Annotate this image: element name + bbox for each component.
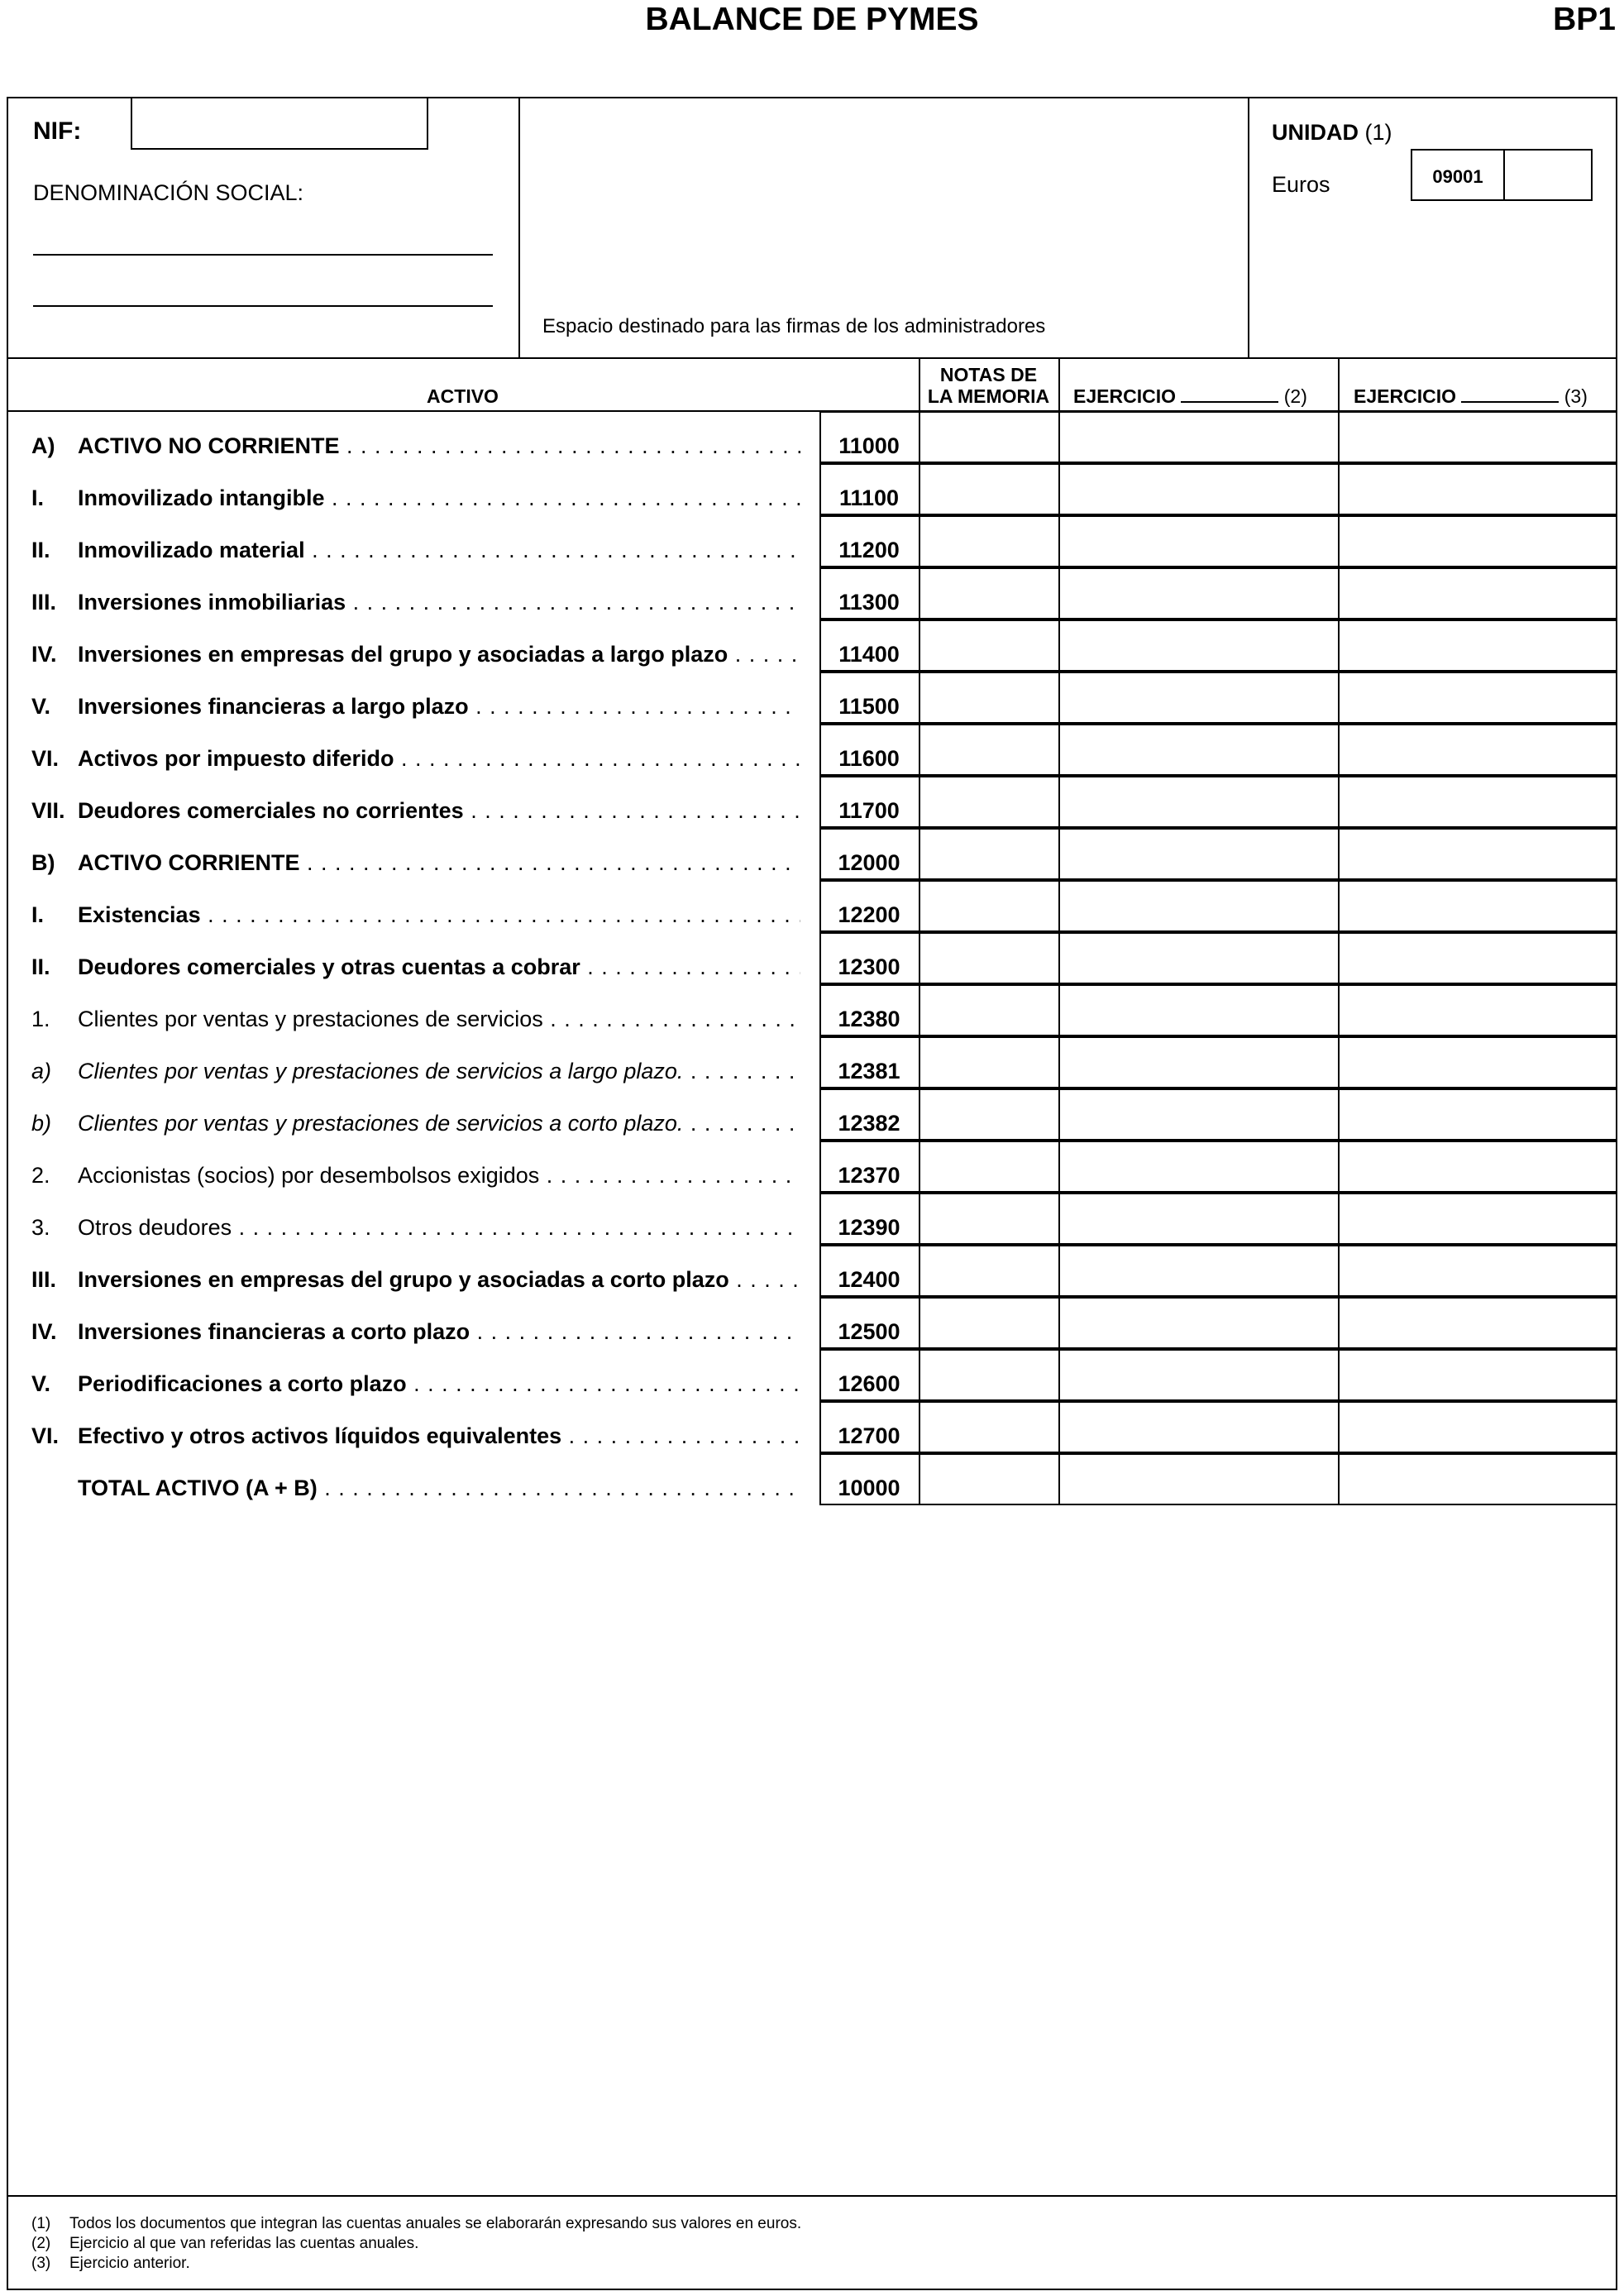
row-label-text: Inmovilizado material [78, 538, 305, 562]
ejercicio-current-header [1073, 385, 1307, 407]
table-row [0, 776, 1624, 828]
row-label [78, 1111, 800, 1136]
row-marker: II. [31, 538, 50, 562]
ejercicio-previous-cell[interactable] [1338, 776, 1617, 828]
row-marker: 3. [31, 1215, 50, 1240]
notas-cell[interactable] [919, 1088, 1060, 1141]
row-code: 12000 [838, 850, 900, 875]
ejercicio-current-cell[interactable] [1058, 1453, 1340, 1505]
table-row [0, 567, 1624, 619]
row-marker: VII. [31, 798, 65, 823]
notas-header-line-1: NOTAS DE [939, 364, 1038, 385]
ejercicio-previous-note: (3) [1564, 385, 1588, 407]
nif-label: NIF: [33, 117, 82, 145]
notas-cell[interactable] [919, 619, 1060, 672]
row-label [78, 1371, 800, 1396]
form-code: BP1 [1553, 2, 1616, 37]
footnote-text: Ejercicio al que van referidas las cuentas anuales. [69, 2235, 419, 2252]
ejercicio-previous-cell[interactable] [1338, 984, 1617, 1036]
row-marker: B) [31, 850, 55, 875]
row-marker: I. [31, 486, 45, 510]
row-label-text: Periodificaciones a corto plazo [78, 1371, 407, 1396]
row-label [78, 1059, 800, 1083]
table-row [0, 724, 1624, 776]
row-code: 12390 [838, 1215, 900, 1240]
notas-cell[interactable] [919, 1245, 1060, 1297]
row-label [78, 1423, 800, 1448]
row-code: 12700 [838, 1423, 900, 1448]
row-marker: V. [31, 694, 51, 719]
ejercicio-previous-cell[interactable] [1338, 1141, 1617, 1193]
ejercicio-current-label: EJERCICIO [1073, 385, 1176, 407]
row-marker: b) [31, 1111, 52, 1136]
denominacion-line-2[interactable] [33, 305, 493, 307]
row-code: 12600 [838, 1371, 900, 1396]
denominacion-line-1[interactable] [33, 254, 493, 256]
table-row [0, 1401, 1624, 1453]
row-code: 12200 [838, 902, 900, 927]
row-code: 12400 [838, 1267, 900, 1292]
table-row [0, 1036, 1624, 1088]
ejercicio-previous-cell[interactable] [1338, 1349, 1617, 1401]
ejercicio-current-cell[interactable] [1058, 776, 1340, 828]
ejercicio-previous-cell[interactable] [1338, 411, 1617, 463]
row-marker: a) [31, 1059, 52, 1083]
ejercicio-previous-cell[interactable] [1338, 1088, 1617, 1141]
divider [1338, 357, 1340, 410]
footnote-number: (3) [31, 2255, 51, 2272]
firmas-area[interactable] [519, 98, 1247, 355]
ejercicio-previous-cell[interactable] [1338, 1453, 1617, 1505]
row-label [78, 590, 800, 615]
nif-field[interactable] [131, 97, 428, 150]
row-label-text: Existencias [78, 902, 201, 927]
ejercicio-previous-cell[interactable] [1338, 672, 1617, 724]
row-code: 12500 [838, 1319, 900, 1344]
ejercicio-current-cell[interactable] [1058, 567, 1340, 619]
table-row [0, 984, 1624, 1036]
footnote-text: Ejercicio anterior. [69, 2255, 190, 2272]
ejercicio-previous-year-field[interactable] [1461, 386, 1559, 403]
row-label-text: Clientes por ventas y prestaciones de servicios [78, 1007, 543, 1031]
footnote [31, 2254, 190, 2274]
table-row [0, 672, 1624, 724]
row-marker: I. [31, 902, 45, 927]
ejercicio-previous-cell[interactable] [1338, 1401, 1617, 1453]
ejercicio-current-cell[interactable] [1058, 828, 1340, 880]
row-label-text: Inversiones inmobiliarias [78, 590, 346, 615]
row-label-text: Clientes por ventas y prestaciones de servicios a largo plazo. [78, 1059, 684, 1083]
row-label [78, 902, 800, 927]
ejercicio-current-year-field[interactable] [1181, 386, 1278, 403]
row-code: 11300 [838, 590, 900, 615]
row-marker: III. [31, 590, 57, 615]
row-code: 11600 [838, 746, 900, 771]
row-label [78, 954, 800, 979]
ejercicio-previous-cell[interactable] [1338, 880, 1617, 932]
ejercicio-previous-cell[interactable] [1338, 932, 1617, 984]
row-label-text: Efectivo y otros activos líquidos equivalentes [78, 1423, 562, 1448]
euros-label: Euros [1272, 172, 1330, 197]
row-label-text: Inversiones en empresas del grupo y asociadas a largo plazo [78, 642, 728, 667]
table-row [0, 1245, 1624, 1297]
row-code: 11700 [838, 798, 900, 823]
ejercicio-current-cell[interactable] [1058, 411, 1340, 463]
footnote [31, 2234, 418, 2254]
unidad-note: (1) [1364, 120, 1392, 145]
divider [1058, 357, 1060, 410]
ejercicio-current-cell[interactable] [1058, 1036, 1340, 1088]
table-row [0, 1297, 1624, 1349]
notas-cell[interactable] [919, 828, 1060, 880]
table-row [0, 619, 1624, 672]
divider [1248, 97, 1249, 358]
row-code: 12380 [838, 1007, 900, 1031]
row-label-text: Inversiones financieras a largo plazo [78, 694, 469, 719]
notas-cell[interactable] [919, 1193, 1060, 1245]
row-label [78, 850, 800, 875]
page-title: BALANCE DE PYMES [645, 2, 979, 37]
row-marker: IV. [31, 1319, 57, 1344]
notas-cell[interactable] [919, 932, 1060, 984]
ejercicio-current-cell[interactable] [1058, 880, 1340, 932]
row-label [78, 798, 800, 823]
notas-column-header [919, 364, 1058, 407]
row-label-text: ACTIVO CORRIENTE [78, 850, 300, 875]
table-row [0, 1141, 1624, 1193]
row-code: 11500 [838, 694, 900, 719]
row-marker: 1. [31, 1007, 50, 1031]
ejercicio-previous-header [1354, 385, 1588, 407]
row-code: 12300 [838, 954, 900, 979]
ejercicio-current-cell[interactable] [1058, 932, 1340, 984]
ejercicio-current-cell[interactable] [1058, 463, 1340, 515]
ejercicio-current-cell[interactable] [1058, 724, 1340, 776]
unit-code-extra-field[interactable] [1505, 151, 1591, 199]
row-label-text: Inmovilizado intangible [78, 486, 325, 510]
notas-cell[interactable] [919, 1349, 1060, 1401]
table-row [0, 411, 1624, 463]
row-label [78, 1215, 800, 1240]
ejercicio-previous-cell[interactable] [1338, 463, 1617, 515]
row-label [78, 538, 800, 562]
ejercicio-previous-cell[interactable] [1338, 1245, 1617, 1297]
ejercicio-previous-cell[interactable] [1338, 724, 1617, 776]
row-marker: II. [31, 954, 50, 979]
notas-cell[interactable] [919, 1453, 1060, 1505]
ejercicio-previous-cell[interactable] [1338, 619, 1617, 672]
ejercicio-current-cell[interactable] [1058, 672, 1340, 724]
ejercicio-previous-cell[interactable] [1338, 1193, 1617, 1245]
row-label-text: ACTIVO NO CORRIENTE [78, 433, 340, 458]
ejercicio-current-cell[interactable] [1058, 984, 1340, 1036]
divider [7, 357, 1617, 359]
row-label [78, 486, 800, 510]
row-label [78, 1163, 800, 1188]
row-label-text: Deudores comerciales y otras cuentas a cobrar [78, 954, 580, 979]
notas-cell[interactable] [919, 880, 1060, 932]
ejercicio-previous-cell[interactable] [1338, 828, 1617, 880]
unit-code: 09001 [1432, 166, 1483, 187]
row-label-text: Clientes por ventas y prestaciones de servicios a corto plazo. [78, 1111, 684, 1136]
row-label [78, 1476, 800, 1500]
firmas-label: Espacio destinado para las firmas de los administradores [542, 315, 1046, 337]
row-label-text: Deudores comerciales no corrientes [78, 798, 464, 823]
ejercicio-current-cell[interactable] [1058, 619, 1340, 672]
row-marker: 2. [31, 1163, 50, 1188]
notas-cell[interactable] [919, 776, 1060, 828]
footnote-number: (2) [31, 2235, 51, 2252]
footnote-number: (1) [31, 2215, 51, 2232]
unidad-title: UNIDAD [1272, 120, 1359, 145]
row-label [78, 1267, 800, 1292]
row-code: 12381 [838, 1059, 900, 1083]
ejercicio-current-cell[interactable] [1058, 1141, 1340, 1193]
ejercicio-current-cell[interactable] [1058, 1193, 1340, 1245]
row-label-text: Activos por impuesto diferido [78, 746, 394, 771]
table-row [0, 828, 1624, 880]
ejercicio-current-cell[interactable] [1058, 1349, 1340, 1401]
notas-cell[interactable] [919, 724, 1060, 776]
unit-code-box [1411, 149, 1593, 201]
table-row [0, 1088, 1624, 1141]
row-code: 11000 [838, 433, 900, 458]
ejercicio-previous-cell[interactable] [1338, 515, 1617, 567]
row-label [78, 1007, 800, 1031]
footnote [31, 2214, 801, 2234]
row-code: 12370 [838, 1163, 900, 1188]
row-label [78, 433, 800, 458]
ejercicio-current-cell[interactable] [1058, 1297, 1340, 1349]
ejercicio-previous-label: EJERCICIO [1354, 385, 1456, 407]
row-marker: V. [31, 1371, 51, 1396]
row-marker: A) [31, 433, 55, 458]
notas-cell[interactable] [919, 567, 1060, 619]
row-marker: III. [31, 1267, 57, 1292]
notas-cell[interactable] [919, 672, 1060, 724]
notas-header-line-2: LA MEMORIA [927, 385, 1050, 407]
ejercicio-current-cell[interactable] [1058, 1401, 1340, 1453]
denominacion-label: DENOMINACIÓN SOCIAL: [33, 180, 304, 205]
row-label [78, 694, 800, 719]
row-code: 11100 [838, 486, 900, 510]
notas-cell[interactable] [919, 1036, 1060, 1088]
ejercicio-current-cell[interactable] [1058, 1245, 1340, 1297]
row-label-text: Otros deudores [78, 1215, 232, 1240]
notas-cell[interactable] [919, 1297, 1060, 1349]
row-marker: VI. [31, 746, 60, 771]
table-row [0, 1193, 1624, 1245]
row-marker: IV. [31, 642, 57, 667]
notas-cell[interactable] [919, 463, 1060, 515]
ejercicio-current-cell[interactable] [1058, 1088, 1340, 1141]
table-row [0, 1453, 1624, 1505]
row-code: 12382 [838, 1111, 900, 1136]
unidad-label [1272, 120, 1392, 146]
divider [7, 2195, 1617, 2197]
table-row [0, 515, 1624, 567]
row-label [78, 642, 800, 667]
row-label-text: Accionistas (socios) por desembolsos exigidos [78, 1163, 540, 1188]
activo-column-header: ACTIVO [427, 385, 499, 407]
notas-cell[interactable] [919, 984, 1060, 1036]
row-label [78, 746, 800, 771]
notas-cell[interactable] [919, 515, 1060, 567]
table-row [0, 880, 1624, 932]
row-code: 10000 [838, 1476, 900, 1500]
row-label-text: TOTAL ACTIVO (A + B) [78, 1476, 318, 1500]
ejercicio-previous-cell[interactable] [1338, 567, 1617, 619]
table-row [0, 1349, 1624, 1401]
notas-cell[interactable] [919, 411, 1060, 463]
row-label-text: Inversiones financieras a corto plazo [78, 1319, 470, 1344]
ejercicio-current-cell[interactable] [1058, 515, 1340, 567]
row-label-text: Inversiones en empresas del grupo y asociadas a corto plazo [78, 1267, 729, 1292]
ejercicio-previous-cell[interactable] [1338, 1297, 1617, 1349]
row-code: 11200 [838, 538, 900, 562]
table-row [0, 932, 1624, 984]
notas-cell[interactable] [919, 1141, 1060, 1193]
row-code: 11400 [838, 642, 900, 667]
footnote-text: Todos los documentos que integran las cuentas anuales se elaborarán expresando sus valores en euros. [69, 2215, 802, 2232]
ejercicio-current-note: (2) [1283, 385, 1307, 407]
table-row [0, 463, 1624, 515]
row-label [78, 1319, 800, 1344]
ejercicio-previous-cell[interactable] [1338, 1036, 1617, 1088]
row-marker: VI. [31, 1423, 60, 1448]
notas-cell[interactable] [919, 1401, 1060, 1453]
